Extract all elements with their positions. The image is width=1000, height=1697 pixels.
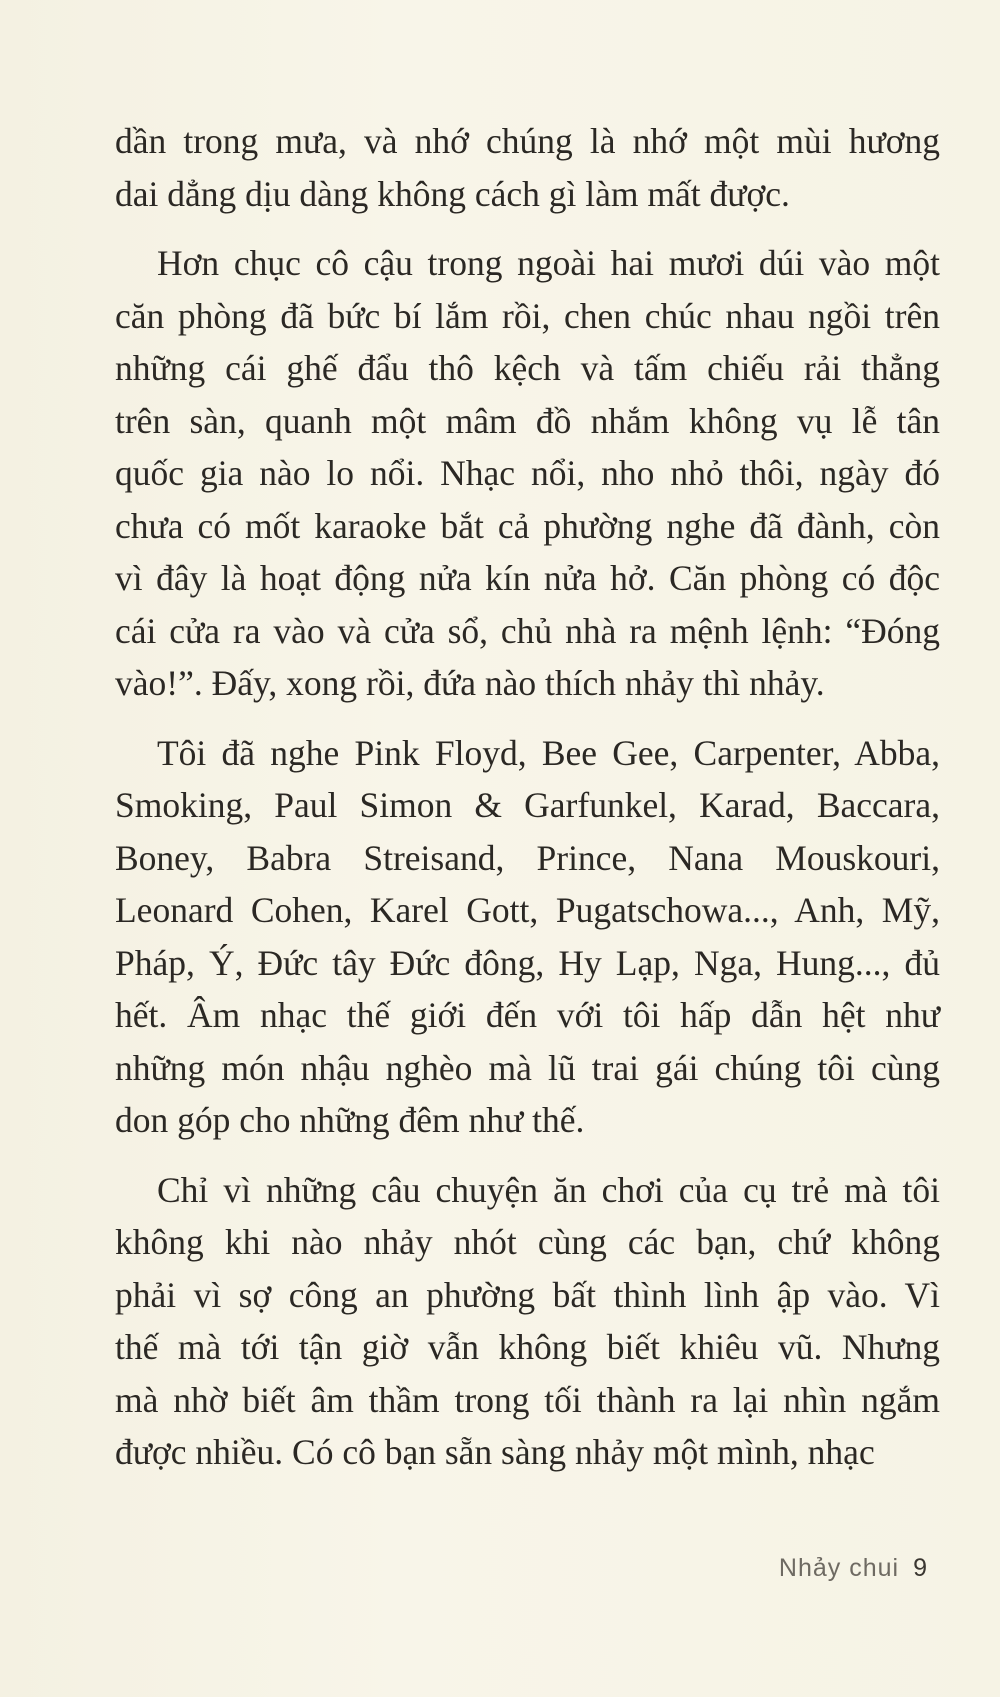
text-line: vì đây là hoạt động nửa kín nửa hở. Căn phòng có độc [115,558,940,598]
text-line: những món nhậu nghèo mà lũ trai gái chúng tôi cùng [115,1047,940,1088]
paragraph [115,727,940,1147]
paragraph [115,115,940,220]
text-line: Hơn chục cô cậu trong ngoài hai mươi dúi vào một [157,243,940,283]
text-line: hết. Âm nhạc thế giới đến với tôi hấp dẫn hệt như [115,995,940,1035]
running-title: Nhảy chui [778,1554,900,1582]
text-line: dần trong mưa, và nhớ chúng là nhớ một mùi hương [115,121,940,161]
text-line: cái cửa ra vào và cửa sổ, chủ nhà ra mệnh lệnh: “Đóng [115,610,940,651]
text-line: don góp cho những đêm như thế. [115,1100,585,1140]
text-line: những cái ghế đẩu thô kệch và tấm chiếu rải thẳng [115,348,940,388]
text-line: mà nhờ biết âm thầm trong tối thành ra lại nhìn ngắm [115,1379,940,1420]
text-line: vào!”. Đấy, xong rồi, đứa nào thích nhảy thì nhảy. [115,663,825,703]
paragraph [115,1164,940,1479]
page-number: 9 [913,1554,928,1582]
text-line: căn phòng đã bức bí lắm rồi, chen chúc nhau ngồi trên [115,295,940,336]
text-line: Chỉ vì những câu chuyện ăn chơi của cụ trẻ mà tôi [157,1169,940,1210]
text-line: Pháp, Ý, Đức tây Đức đông, Hy Lạp, Nga, Hung..., đủ [115,942,940,983]
text-line: thế mà tới tận giờ vẫn không biết khiêu vũ. Nhưng [115,1327,940,1367]
text-line: dai dẳng dịu dàng không cách gì làm mất được. [115,173,790,214]
text-line: Leonard Cohen, Karel Gott, Pugatschowa..., Anh, Mỹ, [115,890,940,930]
page-footer [779,1554,928,1583]
text-line: Smoking, Paul Simon & Garfunkel, Karad, Baccara, [115,785,940,825]
text-line: Tôi đã nghe Pink Floyd, Bee Gee, Carpenter, Abba, [157,732,940,773]
paragraph [115,237,940,710]
text-line: trên sàn, quanh một mâm đồ nhắm không vụ lễ tân [115,400,940,441]
text-line: chưa có mốt karaoke bắt cả phường nghe đã đành, còn [115,505,940,546]
text-line: không khi nào nhảy nhót cùng các bạn, chứ không [115,1222,940,1262]
body-text [115,115,940,1496]
text-line: phải vì sợ công an phường bất thình lình ập vào. Vì [115,1274,940,1315]
text-line: Boney, Babra Streisand, Prince, Nana Mouskouri, [115,837,940,878]
text-line: quốc gia nào lo nổi. Nhạc nổi, nho nhỏ thôi, ngày đó [115,453,940,493]
text-line: được nhiều. Có cô bạn sẵn sàng nhảy một mình, nhạc [115,1432,875,1472]
